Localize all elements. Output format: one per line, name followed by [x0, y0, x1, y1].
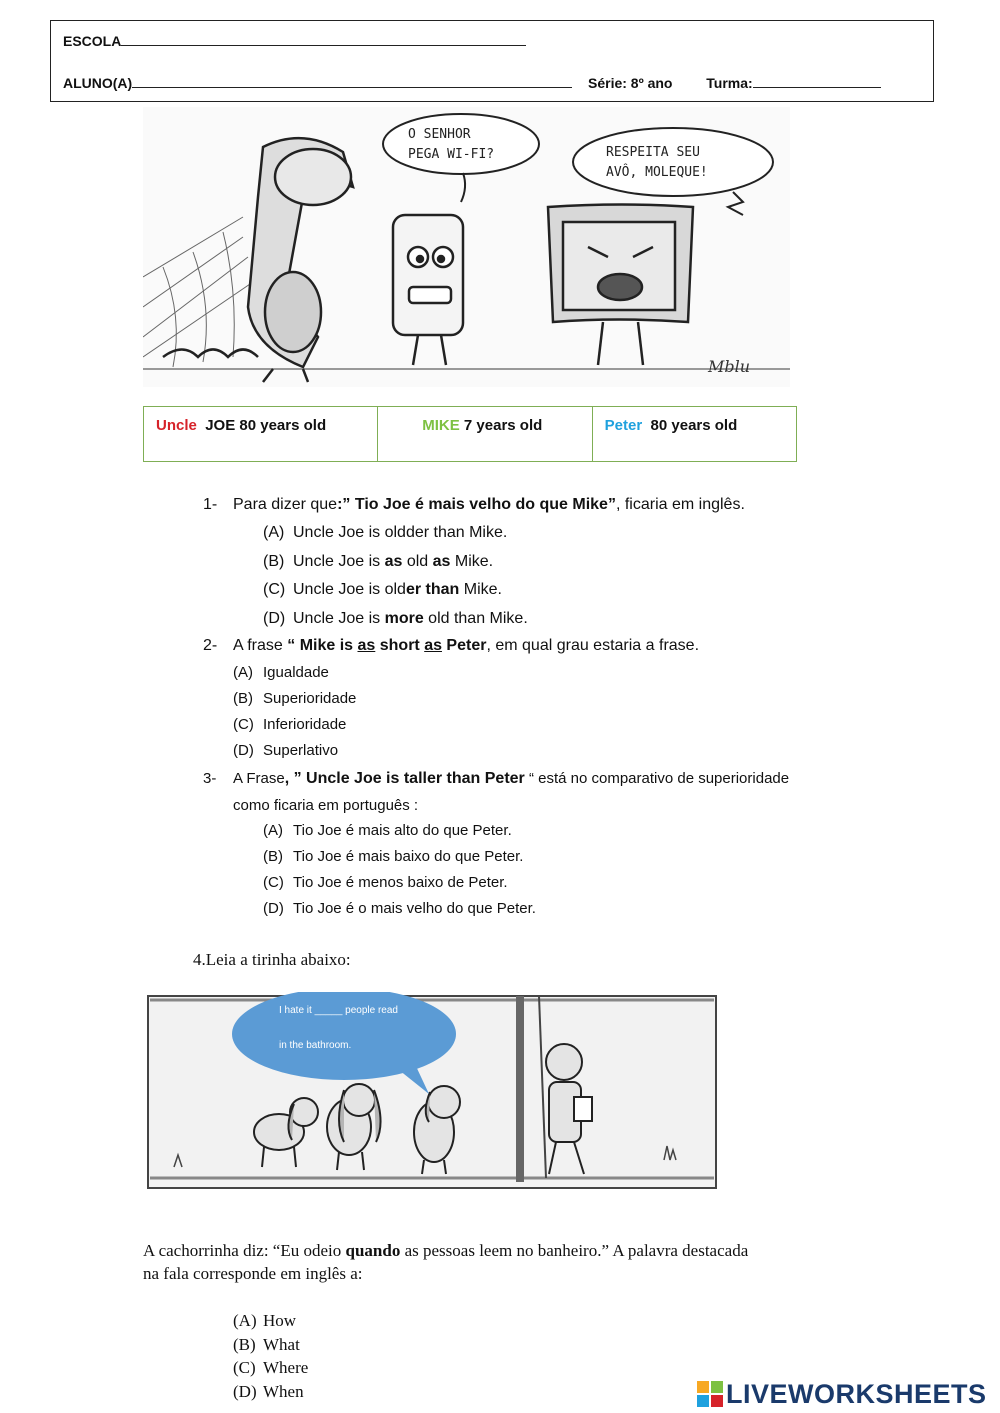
- option-letter: (C): [263, 581, 286, 598]
- aluno-label: ALUNO(A): [63, 75, 133, 91]
- q1-option-d[interactable]: [263, 610, 528, 628]
- question-2: [203, 637, 699, 655]
- aluno-line: [63, 73, 881, 91]
- option-text: Inferioridade: [263, 716, 347, 733]
- option-letter: (A): [263, 822, 283, 839]
- q2-option-a[interactable]: [233, 664, 329, 681]
- q4-sentence-c: as pessoas leem no banheiro.” A palavra destacada: [400, 1241, 749, 1260]
- q4-option-d[interactable]: [233, 1382, 304, 1402]
- header-box: [50, 20, 934, 102]
- option-text: Superioridade: [263, 690, 357, 707]
- q2-option-d[interactable]: [233, 742, 338, 759]
- age-name: Peter: [604, 417, 643, 434]
- question-3: [203, 770, 789, 788]
- option-letter: (A): [263, 524, 285, 541]
- question-number: 3-: [203, 770, 217, 787]
- q4-sentence-bold: quando: [345, 1241, 401, 1260]
- option-text: Tio Joe é mais alto do que Peter.: [293, 822, 512, 839]
- q4-title: 4.Leia a tirinha abaixo:: [193, 950, 351, 969]
- q1-option-b[interactable]: [263, 553, 493, 571]
- q3-option-c[interactable]: [263, 874, 508, 891]
- q2-text-c: , em qual grau estaria a frase.: [486, 637, 700, 654]
- option-text-part: as: [432, 552, 451, 570]
- option-letter: (D): [263, 900, 284, 917]
- option-text-part: Uncle Joe is old: [293, 581, 406, 598]
- option-letter: (D): [233, 742, 254, 759]
- bubble-text-line2: in the bathroom.: [279, 1040, 352, 1051]
- option-letter: (B): [263, 552, 285, 570]
- q3-option-b[interactable]: [263, 848, 523, 865]
- q1-text-c: , ficaria em inglês.: [615, 496, 745, 513]
- option-text: Tio Joe é mais baixo do que Peter.: [293, 848, 524, 865]
- option-text-part: Mike.: [450, 552, 494, 570]
- serie-label: Série: 8º ano: [588, 75, 673, 91]
- q2-option-b[interactable]: [233, 690, 356, 707]
- option-letter: (A): [233, 1311, 257, 1330]
- age-cell-peter: [593, 407, 796, 461]
- q4-sentence-a: A cachorrinha diz: “Eu odeio: [143, 1241, 346, 1260]
- q1-text-bold: :” Tio Joe é mais velho do que Mike”: [337, 496, 616, 513]
- q4-option-a[interactable]: [233, 1311, 296, 1331]
- q2-option-c[interactable]: [233, 716, 346, 733]
- q4-option-b[interactable]: [233, 1335, 300, 1355]
- aluno-field[interactable]: [132, 73, 572, 88]
- option-text: What: [263, 1334, 300, 1354]
- escola-label: ESCOLA: [63, 33, 122, 49]
- age-rest: 7 years old: [463, 417, 543, 434]
- age-rest: JOE 80 years old: [205, 417, 327, 434]
- cartoon-dogs: [144, 992, 720, 1197]
- escola-line: [63, 31, 526, 49]
- q2-text-as2: as: [424, 637, 442, 654]
- option-letter: (B): [233, 1334, 256, 1354]
- option-text-part: more: [384, 609, 424, 627]
- question-1: [203, 496, 745, 514]
- logo-text: LIVEWORKSHEETS: [726, 1378, 987, 1409]
- option-text: How: [263, 1311, 297, 1330]
- q1-option-a[interactable]: [263, 524, 507, 542]
- option-text-part: Mike.: [459, 581, 502, 598]
- q4-sentence: [143, 1241, 748, 1261]
- q3-text-line2: como ficaria em português :: [233, 797, 419, 814]
- option-text: Superlativo: [263, 742, 339, 759]
- age-table: [143, 406, 797, 462]
- age-name: MIKE: [422, 417, 460, 434]
- q2-text-b3: Peter: [441, 637, 487, 654]
- bubble-monitor-line1: RESPEITA SEU: [606, 145, 700, 160]
- option-text: When: [263, 1381, 304, 1401]
- q3-text-a: A Frase: [233, 770, 285, 787]
- q2-text-b1: “ Mike is: [287, 637, 358, 654]
- age-name: Uncle: [156, 417, 197, 434]
- escola-field[interactable]: [121, 31, 526, 46]
- option-text-part: Uncle Joe is oldder than Mike.: [293, 524, 508, 541]
- panel-divider: [516, 996, 524, 1182]
- option-text: Tio Joe é o mais velho do que Peter.: [293, 900, 536, 917]
- q4-sentence-line2: na fala corresponde em inglês a:: [143, 1264, 363, 1283]
- cartoon-signature: Mblu: [708, 357, 751, 376]
- question-number: 1-: [203, 496, 218, 513]
- option-letter: (D): [263, 609, 286, 627]
- age-cell-mike: [378, 407, 592, 461]
- q4-option-c[interactable]: [233, 1358, 308, 1378]
- option-letter: (A): [233, 664, 253, 681]
- option-letter: (B): [233, 690, 253, 707]
- q2-text-b2: short: [375, 637, 425, 654]
- option-text-part: Uncle Joe is: [293, 552, 385, 570]
- age-rest: 80 years old: [650, 417, 738, 434]
- option-text-part: old than Mike.: [423, 609, 528, 627]
- bubble-phone-line2: PEGA WI-FI?: [408, 147, 495, 162]
- turma-field[interactable]: [753, 73, 881, 88]
- bubble-phone-line1: O SENHOR: [408, 127, 471, 142]
- q3-option-a[interactable]: [263, 822, 512, 839]
- q3-text-c: “ está no comparativo de superioridade: [524, 770, 790, 787]
- question-number: 2-: [203, 637, 218, 654]
- option-letter: (B): [263, 848, 283, 865]
- q1-text-a: Para dizer que: [233, 496, 338, 513]
- option-text-part: er than: [405, 581, 460, 598]
- option-letter: (C): [263, 874, 284, 891]
- option-letter: (C): [233, 1358, 256, 1377]
- option-text: Igualdade: [263, 664, 329, 681]
- cartoon-phones: [143, 107, 790, 387]
- q2-text-as1: as: [357, 637, 376, 654]
- option-text-part: as: [384, 552, 403, 570]
- liveworksheets-logo: [697, 1378, 997, 1410]
- option-text-part: old: [402, 552, 433, 570]
- option-text: Tio Joe é menos baixo de Peter.: [293, 874, 508, 891]
- liveworksheets-logo-icon: [697, 1381, 723, 1407]
- bubble-text-line1: I hate it _____ people read: [279, 1005, 398, 1016]
- age-cell-uncle-joe: [144, 407, 378, 461]
- q1-option-c[interactable]: [263, 581, 502, 599]
- q3-option-d[interactable]: [263, 900, 536, 917]
- option-text-part: Uncle Joe is: [293, 609, 385, 627]
- q3-text-bold: , ” Uncle Joe is taller than Peter: [284, 770, 525, 787]
- q2-text-a: A frase: [233, 637, 288, 654]
- turma-label: Turma:: [706, 75, 753, 91]
- option-letter: (C): [233, 716, 254, 733]
- option-text: Where: [263, 1358, 309, 1377]
- bubble-monitor-line2: AVÔ, MOLEQUE!: [606, 165, 708, 180]
- option-letter: (D): [233, 1381, 257, 1401]
